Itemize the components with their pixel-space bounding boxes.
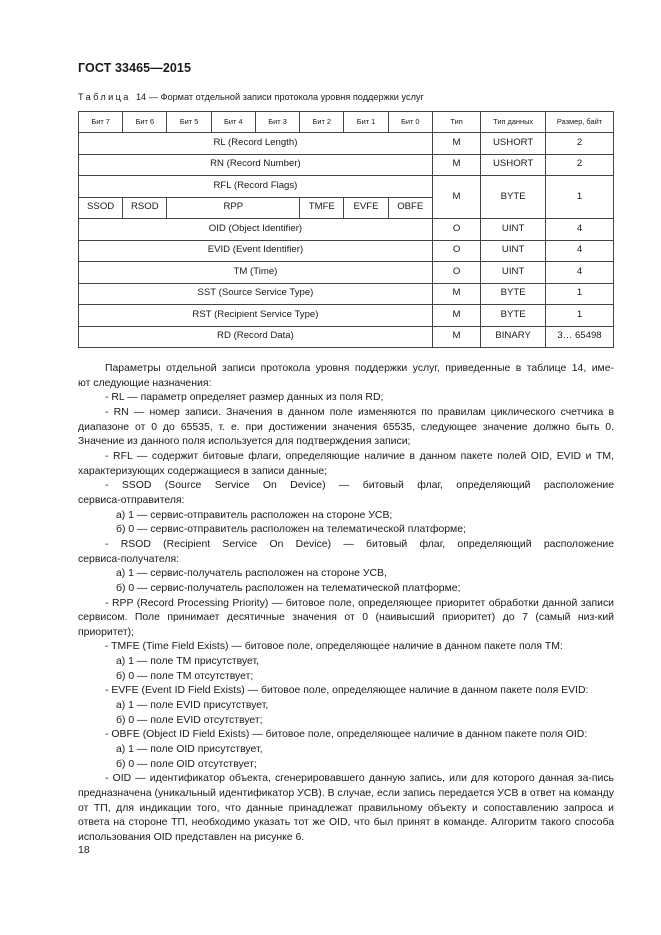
- obfe-option-b: б) 0 — поле OID отсутствует;: [116, 758, 257, 770]
- size-cell: 2: [546, 154, 614, 176]
- table-row-rl: [79, 133, 614, 155]
- data-type-cell: UINT: [481, 262, 546, 284]
- intro-paragraph: Параметры отдельной записи протокола уровня поддержки услуг, приведенные в таблице 14, име-: [105, 363, 614, 374]
- column-header: Бит 3: [255, 112, 299, 133]
- data-type-cell: USHORT: [481, 154, 546, 176]
- document-header: ГОСТ 33465—2015: [78, 61, 192, 75]
- intro-continuation: ют следующие назначения:: [78, 377, 212, 389]
- field-cell: RST (Recipient Service Type): [79, 305, 433, 327]
- field-cell: RFL (Record Flags): [79, 176, 433, 198]
- table-header-row: [79, 112, 614, 133]
- table-row-sst: [79, 283, 614, 305]
- field-cell: EVID (Event Identifier): [79, 240, 433, 262]
- type-cell: O: [432, 262, 480, 284]
- column-header: Тип: [432, 112, 480, 133]
- type-cell: M: [432, 176, 480, 219]
- rfl-description: - RFL — содержит битовые флаги, определяющие наличие в данном пакете полей OID, EVID и TM, характеризующих содержащиеся в записи данные;: [78, 450, 614, 477]
- field-cell: SST (Source Service Type): [79, 283, 433, 305]
- type-cell: M: [432, 133, 480, 155]
- size-cell: 1: [546, 283, 614, 305]
- rsod-description-cont: сервиса-получателя:: [78, 553, 180, 565]
- size-cell: 4: [546, 240, 614, 262]
- ssod-description: - SSOD (Source Service On Device) — битовый флаг, определяющий расположение: [105, 480, 614, 492]
- field-cell: RD (Record Data): [79, 326, 433, 348]
- column-header: Бит 7: [79, 112, 123, 133]
- tmfe-description: - TMFE (Time Field Exists) — битовое поле, определяющее наличие в данном пакете поля TM:: [105, 641, 563, 653]
- column-header: Размер, байт: [546, 112, 614, 133]
- data-type-cell: BYTE: [481, 283, 546, 305]
- table-row-evid: [79, 240, 614, 262]
- size-cell: 2: [546, 133, 614, 155]
- data-type-cell: UINT: [481, 219, 546, 241]
- rl-description: - RL — параметр определяет размер данных из поля RD;: [105, 392, 384, 404]
- table-caption-number: 14: [135, 92, 147, 102]
- data-type-cell: USHORT: [481, 133, 546, 155]
- table-row-rst: [79, 305, 614, 327]
- type-cell: O: [432, 219, 480, 241]
- ssod-option-a: а) 1 — сервис-отправитель расположен на стороне УСВ;: [116, 509, 393, 521]
- body-text: [78, 362, 614, 846]
- ssod-description-cont: сервиса-отправителя:: [78, 494, 185, 506]
- field-cell: RN (Record Number): [79, 154, 433, 176]
- type-cell: O: [432, 240, 480, 262]
- column-header: Бит 4: [211, 112, 255, 133]
- record-format-table: [78, 111, 614, 348]
- column-header: Тип данных: [481, 112, 546, 133]
- table-row-oid: [79, 219, 614, 241]
- obfe-description: - OBFE (Object ID Field Exists) — битовое поле, определяющее наличие в данном пакете поля OID:: [105, 729, 588, 741]
- size-cell: 4: [546, 219, 614, 241]
- field-cell: TM (Time): [79, 262, 433, 284]
- type-cell: M: [432, 154, 480, 176]
- rpp-description: - RPP (Record Processing Priority) — битовое поле, определяющее приоритет обработки данной записи сервисом. Поле принимает десятичные значения от 0 (наивысший приоритет) до 7 (самый низ-кий приоритет);: [78, 597, 614, 638]
- table-row-rfl: [79, 176, 614, 198]
- oid-description: - OID — идентификатор объекта, сгенерировавшего данную запись, или для которого данная за-пись предназначена (уникальный идентификатор УСВ). В случае, если запись передается УСВ в ответ на команду от ТП, для индикации того, что данные принадлежат правильному объекту и сопоставлению запроса и ответа на стороне ТП, необходимо указать тот же OID, что был принят в команде. Алгоритм такого способа использования OID представлен на рисунке 6.: [78, 773, 614, 843]
- evfe-option-a: а) 1 — поле EVID присутствует,: [116, 700, 269, 712]
- column-header: Бит 2: [300, 112, 344, 133]
- column-header: Бит 0: [388, 112, 432, 133]
- field-cell: OID (Object Identifier): [79, 219, 433, 241]
- rn-description: - RN — номер записи. Значения в данном поле изменяются по правилам циклического счетчика в диапазоне от 0 до 65535, т. е. при достижении значения 65535, следующее значение должно быть 0. Значение из данного поля используется для подтверждения записи;: [78, 406, 614, 448]
- data-type-cell: BYTE: [481, 176, 546, 219]
- table-row-tm: [79, 262, 614, 284]
- size-cell: 1: [546, 305, 614, 327]
- bit-evfe-cell: EVFE: [344, 197, 388, 219]
- size-cell: 4: [546, 262, 614, 284]
- rsod-option-a: а) 1 — сервис-получатель расположен на стороне УСВ,: [116, 568, 387, 580]
- evfe-option-b: б) 0 — поле EVID отсутствует;: [116, 714, 263, 726]
- field-cell: RL (Record Length): [79, 133, 433, 155]
- page-number: 18: [78, 844, 90, 856]
- rsod-description: - RSOD (Recipient Service On Device) — битовый флаг, определяющий расположение: [105, 538, 614, 550]
- data-type-cell: UINT: [481, 240, 546, 262]
- table-row-rd: [79, 326, 614, 348]
- data-type-cell: BYTE: [481, 305, 546, 327]
- table-caption-title: — Формат отдельной записи протокола уровня поддержки услуг: [148, 92, 424, 102]
- column-header: Бит 5: [167, 112, 211, 133]
- bit-rsod-cell: RSOD: [123, 197, 167, 219]
- tmfe-option-b: б) 0 — поле TM отсутствует;: [116, 670, 254, 682]
- size-cell: 1: [546, 176, 614, 219]
- rsod-option-b: б) 0 — сервис-получатель расположен на телематической платформе;: [116, 582, 461, 594]
- type-cell: M: [432, 283, 480, 305]
- evfe-description: - EVFE (Event ID Field Exists) — битовое поле, определяющее наличие в данном пакете поля EVID:: [105, 685, 589, 697]
- tmfe-option-a: а) 1 — поле TM присутствует,: [116, 656, 259, 668]
- obfe-option-a: а) 1 — поле OID присутствует,: [116, 744, 263, 756]
- table-caption: [78, 92, 424, 102]
- type-cell: M: [432, 305, 480, 327]
- bit-obfe-cell: OBFE: [388, 197, 432, 219]
- bit-tmfe-cell: TMFE: [300, 197, 344, 219]
- table-row-rn: [79, 154, 614, 176]
- type-cell: M: [432, 326, 480, 348]
- column-header: Бит 1: [344, 112, 388, 133]
- column-header: Бит 6: [123, 112, 167, 133]
- table-caption-word: Таблица: [78, 92, 131, 102]
- bit-ssod-cell: SSOD: [79, 197, 123, 219]
- data-type-cell: BINARY: [481, 326, 546, 348]
- bit-rpp-cell: RPP: [167, 197, 300, 219]
- size-cell: 3… 65498: [546, 326, 614, 348]
- ssod-option-b: б) 0 — сервис-отправитель расположен на телематической платформе;: [116, 524, 466, 536]
